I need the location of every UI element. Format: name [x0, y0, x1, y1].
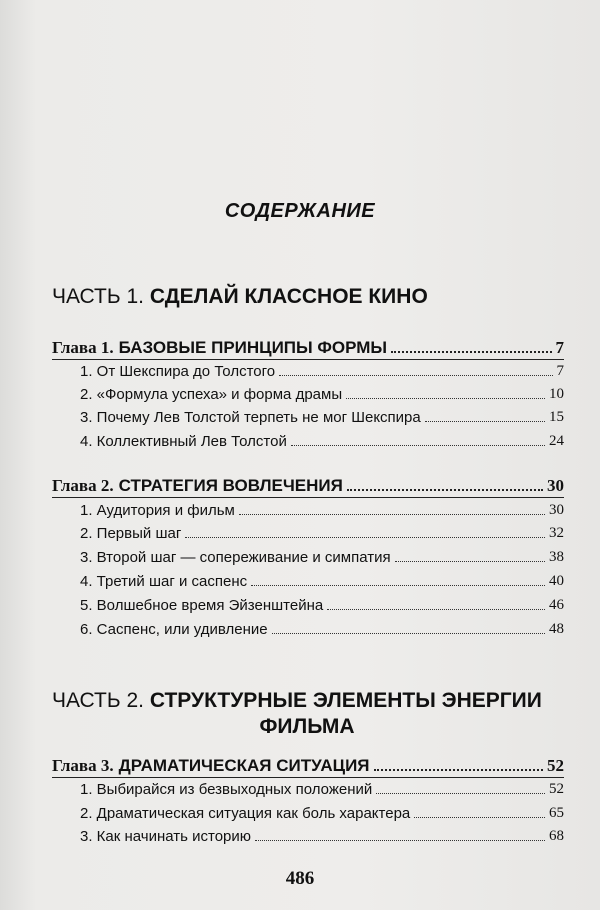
entry-page: 7	[556, 363, 564, 379]
entry-label: 4. Коллективный Лев Толстой	[80, 433, 287, 450]
toc-entry	[80, 404, 564, 426]
toc-entry	[80, 592, 564, 614]
entry-label: 1. От Шекспира до Толстого	[80, 363, 276, 380]
dot-leader	[279, 375, 552, 376]
chapter-title: ДРАМАТИЧЕСКАЯ СИТУАЦИЯ	[118, 756, 370, 775]
dot-leader	[347, 489, 543, 491]
dot-leader	[327, 609, 545, 610]
entry-label: 1. Аудитория и фильм	[80, 502, 235, 519]
chapter-prefix: Глава 3.	[52, 756, 114, 775]
toc-entry	[80, 381, 564, 403]
part-title: СДЕЛАЙ КЛАССНОЕ КИНО	[149, 285, 428, 308]
toc-entry	[80, 428, 564, 450]
part-number: ЧАСТЬ 1.	[52, 285, 144, 308]
toc-entry	[80, 520, 564, 542]
entry-page: 32	[549, 525, 564, 541]
chapter-page: 52	[547, 756, 564, 775]
chapter-title: БАЗОВЫЕ ПРИНЦИПЫ ФОРМЫ	[118, 338, 388, 357]
toc-entry	[80, 568, 564, 590]
chapter-title: СТРАТЕГИЯ ВОВЛЕЧЕНИЯ	[118, 476, 343, 495]
entry-label: 2. Первый шаг	[80, 525, 182, 542]
chapter-prefix: Глава 2.	[52, 476, 114, 495]
toc-entry	[80, 776, 564, 798]
entry-label: 3. Почему Лев Толстой терпеть не мог Шекспира	[80, 409, 421, 426]
dot-leader	[395, 561, 545, 562]
part-heading	[52, 688, 562, 740]
dot-leader	[391, 351, 551, 353]
part-title-continuation: ФИЛЬМА	[259, 715, 355, 738]
entry-label: 5. Волшебное время Эйзенштейна	[80, 597, 324, 614]
chapter-heading	[52, 752, 564, 776]
dot-leader	[425, 421, 545, 422]
toc-entry	[80, 616, 564, 638]
dot-leader	[239, 514, 545, 515]
entry-page: 30	[549, 502, 564, 518]
dot-leader	[414, 817, 545, 818]
part-heading	[52, 284, 562, 310]
part-number: ЧАСТЬ 2.	[52, 689, 144, 712]
toc-title: СОДЕРЖАНИЕ	[224, 200, 376, 222]
dot-leader	[376, 793, 545, 794]
chapter-heading	[52, 334, 564, 358]
entry-label: 4. Третий шаг и саспенс	[80, 573, 248, 590]
entry-page: 38	[549, 549, 564, 565]
chapter-page: 30	[547, 476, 564, 495]
dot-leader	[291, 445, 545, 446]
dot-leader	[185, 537, 545, 538]
entry-page: 40	[549, 573, 564, 589]
toc-entry	[80, 358, 564, 380]
entry-page: 24	[549, 433, 564, 449]
dot-leader	[255, 840, 545, 841]
toc-entry	[80, 800, 564, 822]
entry-page: 46	[549, 597, 564, 613]
entry-label: 3. Как начинать историю	[80, 828, 252, 845]
entry-page: 10	[549, 386, 564, 402]
entry-page: 48	[549, 621, 564, 637]
dot-leader	[374, 769, 543, 771]
toc-entry	[80, 497, 564, 519]
entry-label: 2. Драматическая ситуация как боль характера	[80, 805, 411, 822]
toc-entry	[80, 544, 564, 566]
entry-label: 6. Саспенс, или удивление	[80, 621, 268, 638]
dot-leader	[251, 585, 545, 586]
entry-page: 68	[549, 828, 564, 844]
entry-page: 52	[549, 781, 564, 797]
chapter-heading	[52, 472, 564, 496]
entry-page: 65	[549, 805, 564, 821]
toc-entry	[80, 823, 564, 845]
entry-page: 15	[549, 409, 564, 425]
entry-label: 3. Второй шаг — сопереживание и симпатия	[80, 549, 391, 566]
dot-leader	[346, 398, 545, 399]
chapter-prefix: Глава 1.	[52, 338, 114, 357]
part-title: СТРУКТУРНЫЕ ЭЛЕМЕНТЫ ЭНЕРГИИ	[149, 689, 542, 712]
entry-label: 1. Выбирайся из безвыходных положений	[80, 781, 373, 798]
entry-label: 2. «Формула успеха» и форма драмы	[80, 386, 343, 403]
page-number: 486	[285, 868, 315, 889]
chapter-page: 7	[555, 338, 564, 357]
dot-leader	[272, 633, 545, 634]
